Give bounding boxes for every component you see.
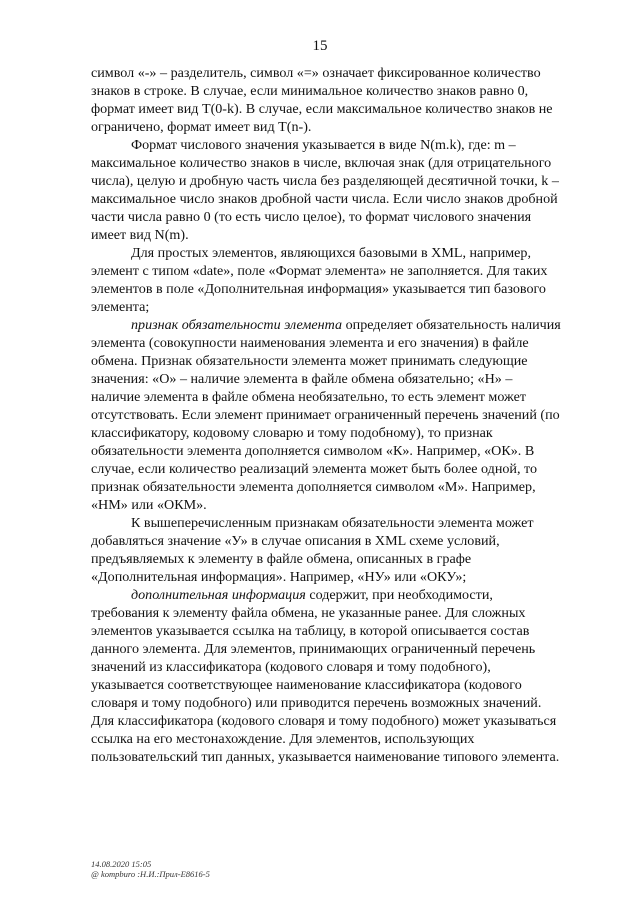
- term-mandatory-flag: признак обязательности элемента: [131, 317, 343, 333]
- paragraph-format-text-symbols: [91, 64, 589, 136]
- paragraph-conditional-value: [91, 514, 589, 586]
- paragraph-simple-elements: [91, 244, 589, 316]
- paragraph-text: определяет обязательность наличия элемента (совокупности наименования элемента и его значения) в файле обмена. Признак обязательности элемента может принимать следующие значения: «О» – наличие элемента в файле обмена обязательно; «Н» – наличие элемента в файле обмена необязательно, то есть элемент может отсутствовать. Если элемент принимает ограниченный перечень значений (по классификатору, кодовому словарю и тому подобному), то признак обязательности элемента дополняется символом «К». Например, «ОК». В случае, если количество реализаций элемента может быть более одной, то признак обязательности элемента дополняется символом «М». Например, «НМ» или «ОКМ».: [91, 317, 561, 513]
- paragraph-numeric-format: [91, 136, 589, 244]
- paragraph-text: Для простых элементов, являющихся базовыми в XML, например, элемент с типом «date», поле «Формат элемента» не заполняется. Для таких элементов в поле «Дополнительная информация» указывается тип базового элемента;: [91, 245, 548, 315]
- footer-timestamp: 14.08.2020 15:05: [91, 859, 152, 869]
- paragraph-text: Формат числового значения указывается в виде N(m.k), где: m – максимальное количество знаков в числе, включая знак (для отрицательного числа), целую и дробную часть числа без разделяющей десятичной точки, k – максимальное число знаков дробной части числа. Если число знаков дробной части числа равно 0 (то есть число целое), то формат числового значения имеет вид N(m).: [91, 137, 559, 243]
- paragraph-text: содержит, при необходимости, требования к элементу файла обмена, не указанные ранее. Для сложных элементов указывается ссылка на таблицу, в которой описывается состав данного элемента. Для элементов, принимающих ограниченный перечень значений из классификатора (кодового словаря и тому подобного), указывается соответствующее наименование классификатора (кодового словаря и тому подобного) или приводится перечень возможных значений. Для классификатора (кодового словаря и тому подобного) может указываться ссылка на его местонахождение. Для элементов, использующих пользовательский тип данных, указывается наименование типового элемента.: [91, 587, 560, 765]
- paragraph-additional-info: [91, 586, 589, 766]
- footer-stamp: [91, 859, 210, 879]
- term-additional-info: дополнительная информация: [131, 587, 306, 603]
- paragraph-mandatory-flag: [91, 316, 589, 514]
- page-number: 15: [312, 38, 328, 54]
- document-body: [91, 64, 589, 766]
- paragraph-text: символ «-» – разделитель, символ «=» означает фиксированное количество знаков в строке. В случае, если минимальное количество знаков равно 0, формат имеет вид T(0-k). В случае, если максимальное количество знаков не ограничено, формат имеет вид T(n-).: [91, 65, 553, 135]
- paragraph-text: К вышеперечисленным признакам обязательности элемента может добавляться значение «У» в случае описания в XML схеме условий, предъявляемых к элементу в файле обмена, описанных в графе «Дополнительная информация». Например, «НУ» или «ОКУ»;: [91, 515, 534, 585]
- footer-signature: @ kompburo :Н.И.:Прил-Е8616-5: [91, 869, 210, 879]
